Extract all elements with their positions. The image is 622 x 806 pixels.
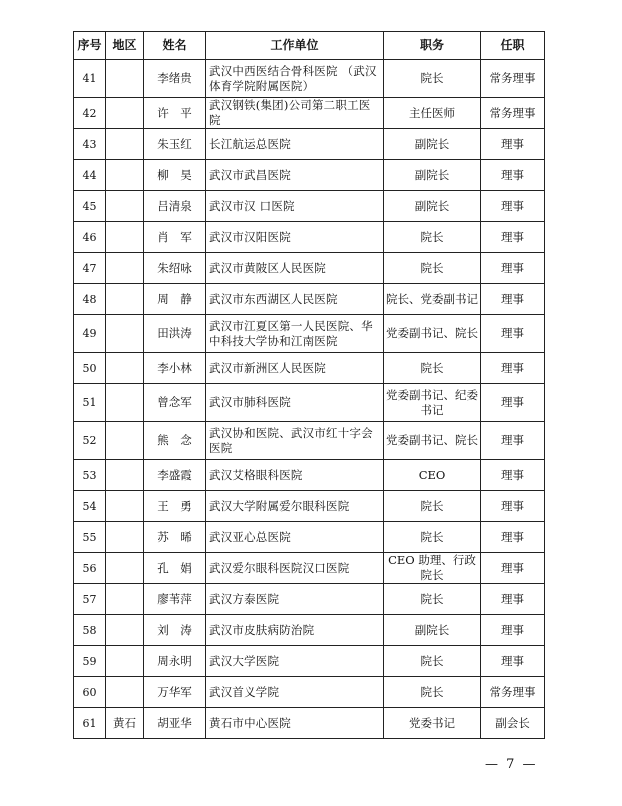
cell-role: 常务理事: [481, 677, 545, 708]
cell-region: [106, 160, 144, 191]
table-header-row: [74, 32, 545, 60]
table-row: [74, 98, 545, 129]
cell-role: 理事: [481, 129, 545, 160]
cell-name: 吕清泉: [144, 191, 206, 222]
cell-role: 理事: [481, 353, 545, 384]
cell-unit: 武汉市黄陂区人民医院: [206, 253, 384, 284]
cell-region: [106, 222, 144, 253]
cell-name: 肖 军: [144, 222, 206, 253]
cell-no: 49: [74, 315, 106, 353]
cell-role: 理事: [481, 284, 545, 315]
cell-role: 理事: [481, 522, 545, 553]
cell-name: 李绪贵: [144, 60, 206, 98]
cell-no: 55: [74, 522, 106, 553]
cell-no: 52: [74, 422, 106, 460]
table-body: [74, 60, 545, 739]
cell-name: 熊 念: [144, 422, 206, 460]
cell-name: 王 勇: [144, 491, 206, 522]
table-row: [74, 491, 545, 522]
cell-unit: 武汉首义学院: [206, 677, 384, 708]
table-row: [74, 284, 545, 315]
cell-post: 副院长: [384, 129, 481, 160]
table-row: [74, 708, 545, 739]
cell-no: 54: [74, 491, 106, 522]
cell-post: 党委书记: [384, 708, 481, 739]
member-table: [73, 31, 545, 739]
cell-region: [106, 384, 144, 422]
cell-no: 56: [74, 553, 106, 584]
cell-unit: 武汉市皮肤病防治院: [206, 615, 384, 646]
cell-role: 常务理事: [481, 60, 545, 98]
table-row: [74, 315, 545, 353]
cell-no: 53: [74, 460, 106, 491]
cell-region: 黄石: [106, 708, 144, 739]
cell-no: 47: [74, 253, 106, 284]
cell-unit: 武汉爱尔眼科医院汉口医院: [206, 553, 384, 584]
table-row: [74, 160, 545, 191]
table-row: [74, 677, 545, 708]
cell-post: 院长: [384, 222, 481, 253]
table-row: [74, 646, 545, 677]
cell-region: [106, 677, 144, 708]
cell-name: 曾念军: [144, 384, 206, 422]
cell-post: 院长: [384, 353, 481, 384]
cell-unit: 武汉艾格眼科医院: [206, 460, 384, 491]
table-row: [74, 553, 545, 584]
cell-role: 理事: [481, 160, 545, 191]
cell-post: 副院长: [384, 615, 481, 646]
cell-unit: 长江航运总医院: [206, 129, 384, 160]
table-row: [74, 615, 545, 646]
header-region: 地区: [106, 32, 144, 60]
cell-no: 48: [74, 284, 106, 315]
cell-role: 理事: [481, 646, 545, 677]
cell-unit: 武汉方泰医院: [206, 584, 384, 615]
cell-unit: 武汉市东西湖区人民医院: [206, 284, 384, 315]
cell-unit: 武汉亚心总医院: [206, 522, 384, 553]
cell-role: 理事: [481, 422, 545, 460]
cell-name: 孔 娟: [144, 553, 206, 584]
cell-region: [106, 315, 144, 353]
cell-region: [106, 60, 144, 98]
cell-no: 43: [74, 129, 106, 160]
cell-role: 理事: [481, 253, 545, 284]
cell-name: 柳 昊: [144, 160, 206, 191]
cell-name: 朱玉红: [144, 129, 206, 160]
cell-post: 党委副书记、院长: [384, 422, 481, 460]
cell-region: [106, 353, 144, 384]
cell-unit: 武汉市武昌医院: [206, 160, 384, 191]
cell-name: 周 静: [144, 284, 206, 315]
cell-unit: 武汉中西医结合骨科医院 （武汉体育学院附属医院）: [206, 60, 384, 98]
cell-name: 胡亚华: [144, 708, 206, 739]
cell-role: 副会长: [481, 708, 545, 739]
cell-unit: 武汉钢铁(集团)公司第二职工医院: [206, 98, 384, 129]
cell-post: 院长: [384, 491, 481, 522]
header-name: 姓名: [144, 32, 206, 60]
cell-unit: 武汉市江夏区第一人民医院、华中科技大学协和江南医院: [206, 315, 384, 353]
cell-post: 院长: [384, 646, 481, 677]
cell-post: 副院长: [384, 160, 481, 191]
cell-post: 院长: [384, 253, 481, 284]
cell-name: 万华军: [144, 677, 206, 708]
page-number: — 7 —: [485, 757, 538, 772]
cell-role: 理事: [481, 584, 545, 615]
cell-post: 主任医师: [384, 98, 481, 129]
table-row: [74, 584, 545, 615]
cell-no: 45: [74, 191, 106, 222]
cell-no: 61: [74, 708, 106, 739]
header-post: 职务: [384, 32, 481, 60]
cell-no: 60: [74, 677, 106, 708]
cell-name: 周永明: [144, 646, 206, 677]
cell-unit: 武汉市汉阳医院: [206, 222, 384, 253]
table-row: [74, 522, 545, 553]
cell-name: 许 平: [144, 98, 206, 129]
cell-region: [106, 491, 144, 522]
table-row: [74, 353, 545, 384]
cell-post: 党委副书记、院长: [384, 315, 481, 353]
header-no: 序号: [74, 32, 106, 60]
cell-post: 党委副书记、纪委书记: [384, 384, 481, 422]
cell-no: 46: [74, 222, 106, 253]
cell-name: 朱绍咏: [144, 253, 206, 284]
cell-role: 理事: [481, 384, 545, 422]
cell-region: [106, 522, 144, 553]
cell-region: [106, 422, 144, 460]
cell-name: 李盛霞: [144, 460, 206, 491]
cell-post: 院长: [384, 677, 481, 708]
cell-region: [106, 98, 144, 129]
cell-region: [106, 615, 144, 646]
cell-no: 42: [74, 98, 106, 129]
table-row: [74, 60, 545, 98]
cell-no: 41: [74, 60, 106, 98]
cell-unit: 武汉市肺科医院: [206, 384, 384, 422]
cell-region: [106, 553, 144, 584]
header-role: 任职: [481, 32, 545, 60]
cell-post: 院长、党委副书记: [384, 284, 481, 315]
cell-region: [106, 284, 144, 315]
cell-region: [106, 460, 144, 491]
table-row: [74, 460, 545, 491]
cell-role: 理事: [481, 191, 545, 222]
cell-name: 田洪涛: [144, 315, 206, 353]
table-row: [74, 384, 545, 422]
cell-name: 苏 晞: [144, 522, 206, 553]
header-unit: 工作单位: [206, 32, 384, 60]
cell-no: 57: [74, 584, 106, 615]
cell-post: 院长: [384, 522, 481, 553]
cell-post: 院长: [384, 584, 481, 615]
cell-region: [106, 646, 144, 677]
cell-role: 理事: [481, 615, 545, 646]
cell-unit: 武汉协和医院、武汉市红十字会医院: [206, 422, 384, 460]
cell-no: 50: [74, 353, 106, 384]
cell-role: 理事: [481, 315, 545, 353]
cell-unit: 武汉市新洲区人民医院: [206, 353, 384, 384]
cell-unit: 武汉大学附属爱尔眼科医院: [206, 491, 384, 522]
table-row: [74, 222, 545, 253]
table-row: [74, 191, 545, 222]
cell-no: 59: [74, 646, 106, 677]
table-row: [74, 253, 545, 284]
cell-role: 理事: [481, 460, 545, 491]
table-row: [74, 422, 545, 460]
cell-region: [106, 584, 144, 615]
cell-region: [106, 129, 144, 160]
cell-unit: 黄石市中心医院: [206, 708, 384, 739]
cell-post: CEO 助理、行政院长: [384, 553, 481, 584]
cell-region: [106, 253, 144, 284]
cell-no: 51: [74, 384, 106, 422]
cell-post: 院长: [384, 60, 481, 98]
cell-unit: 武汉市汉 口医院: [206, 191, 384, 222]
cell-role: 理事: [481, 491, 545, 522]
cell-role: 理事: [481, 553, 545, 584]
cell-name: 刘 涛: [144, 615, 206, 646]
cell-post: CEO: [384, 460, 481, 491]
table-row: [74, 129, 545, 160]
cell-role: 常务理事: [481, 98, 545, 129]
cell-no: 44: [74, 160, 106, 191]
cell-name: 廖苇萍: [144, 584, 206, 615]
cell-post: 副院长: [384, 191, 481, 222]
cell-no: 58: [74, 615, 106, 646]
cell-name: 李小林: [144, 353, 206, 384]
cell-region: [106, 191, 144, 222]
cell-role: 理事: [481, 222, 545, 253]
cell-unit: 武汉大学医院: [206, 646, 384, 677]
